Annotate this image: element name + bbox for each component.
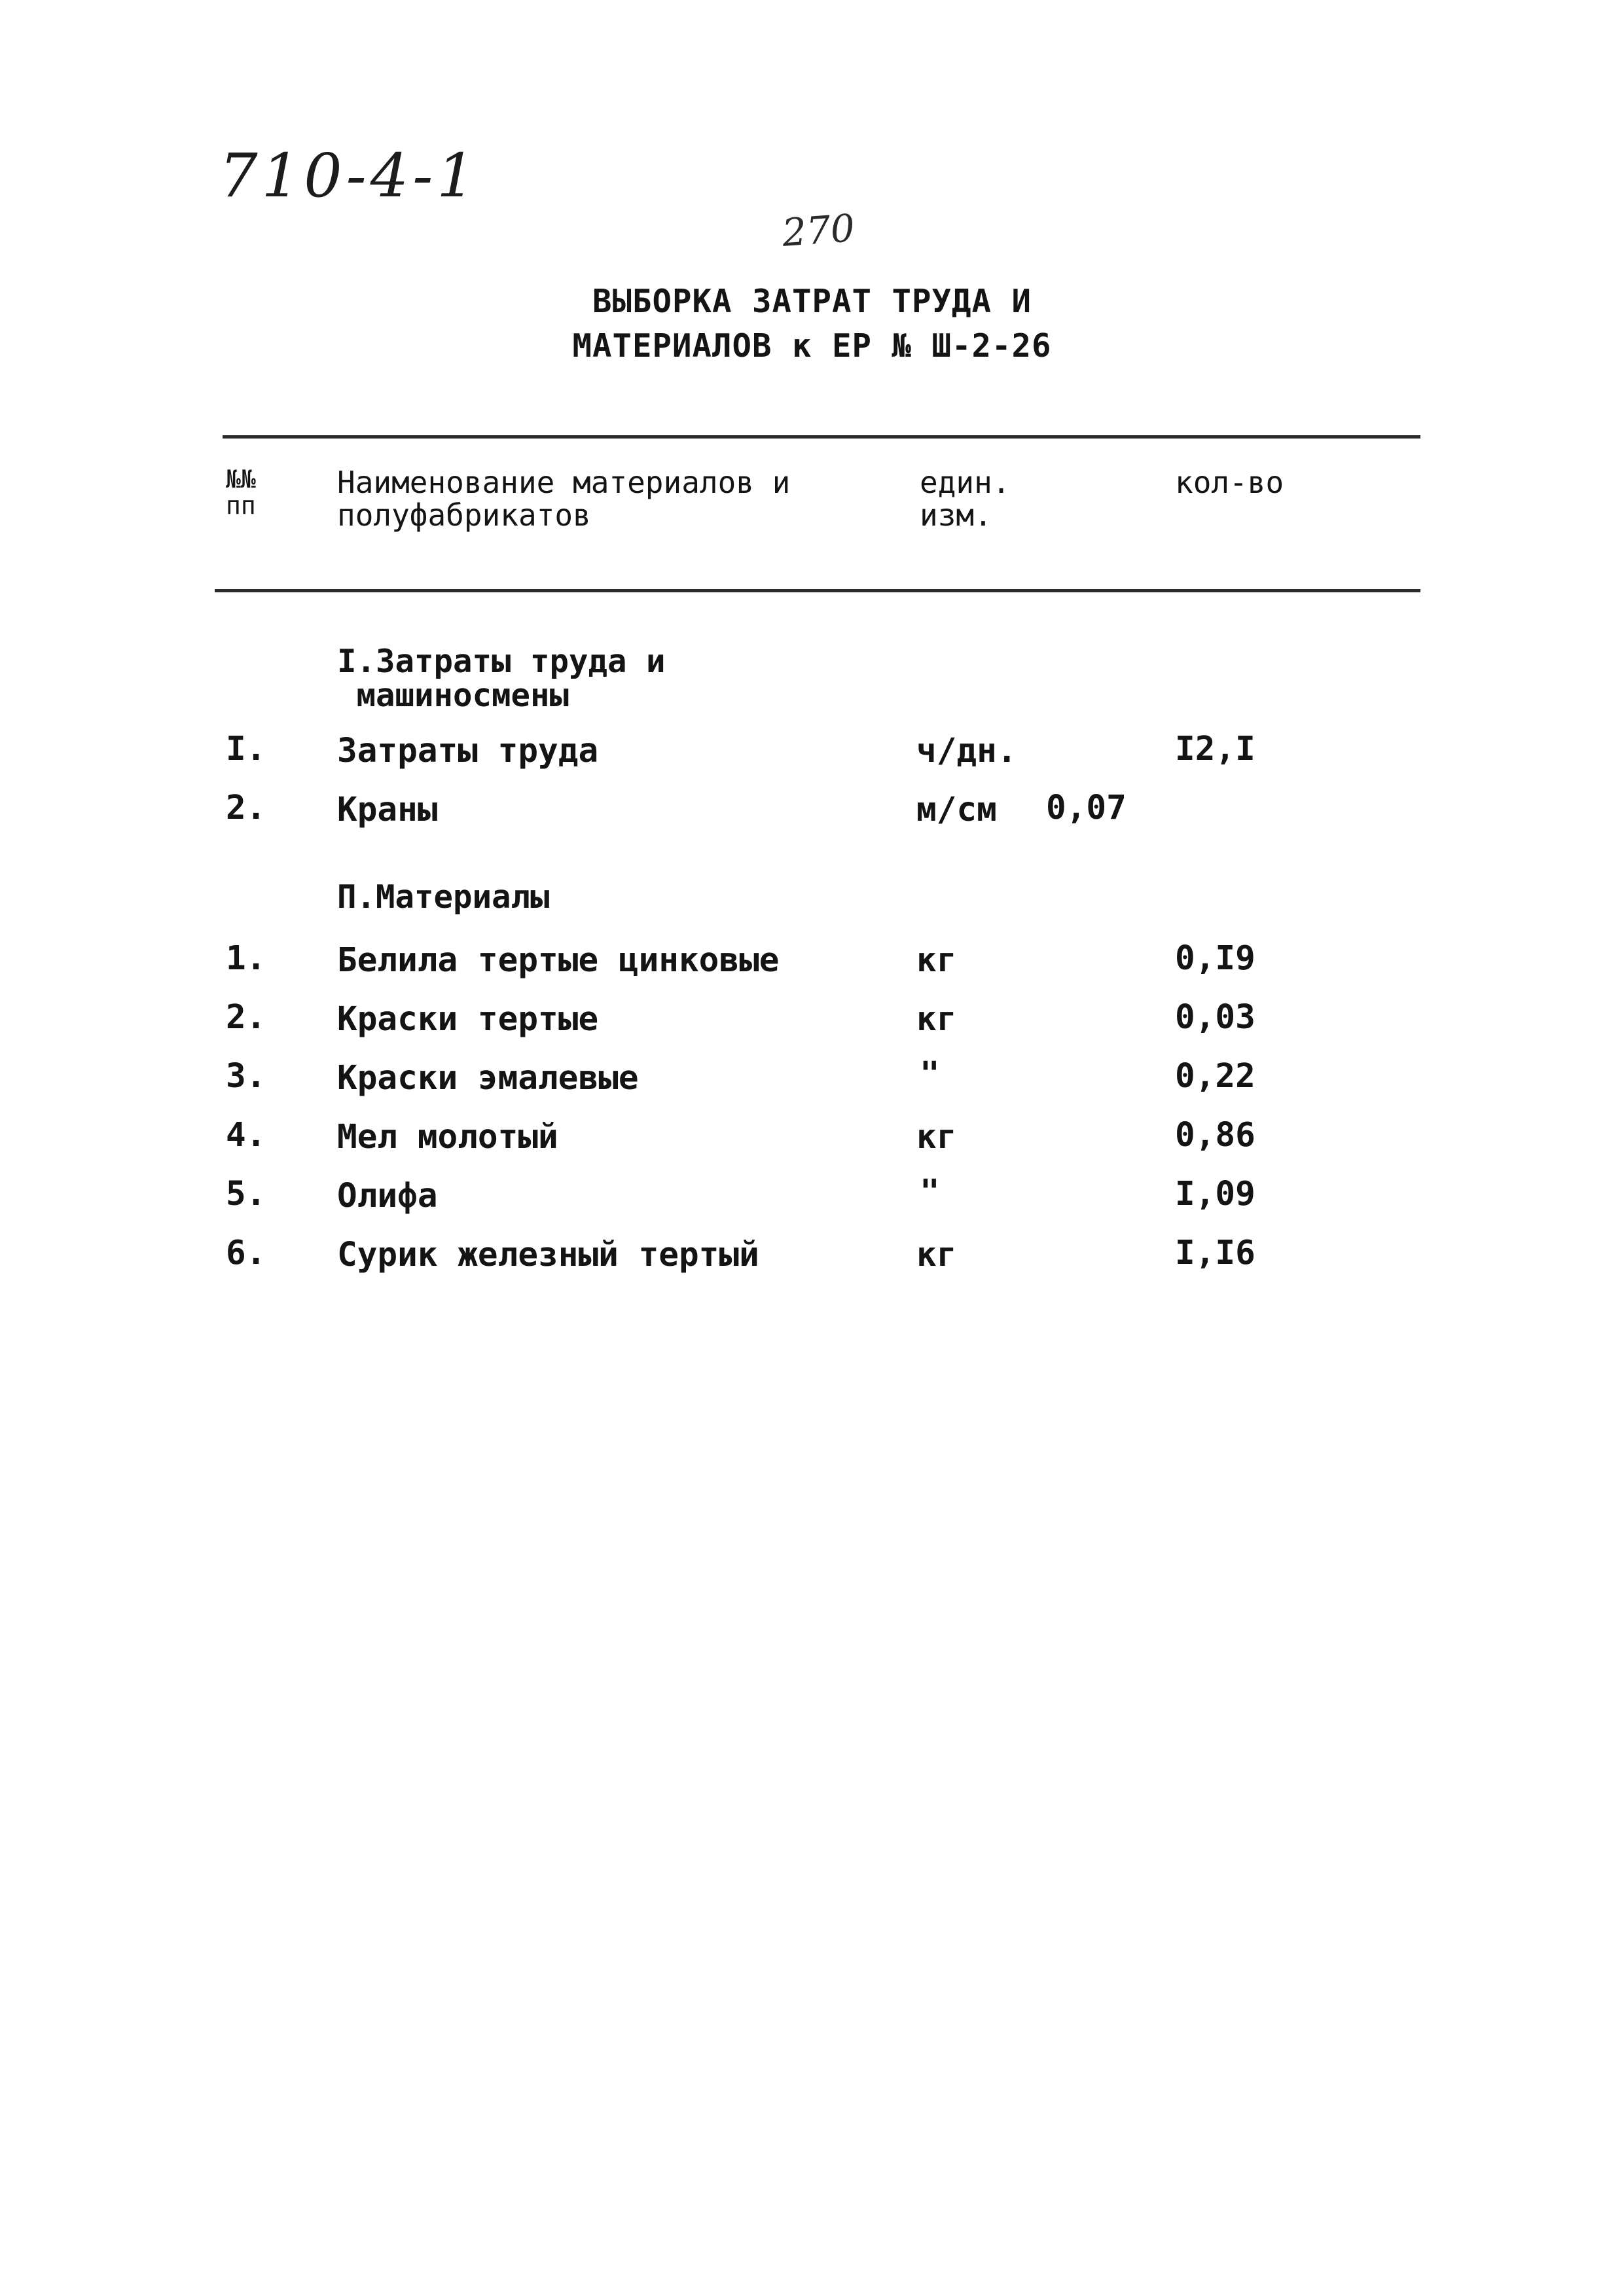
row-quantity: I,09 — [1175, 1175, 1255, 1213]
row-quantity: 0,22 — [1175, 1057, 1255, 1096]
row-unit: " — [920, 1055, 940, 1094]
row-quantity: 0,86 — [1175, 1116, 1255, 1155]
row-name: Краны — [337, 791, 438, 829]
row-unit: кг — [916, 1236, 957, 1274]
page-number: 270 — [780, 206, 856, 255]
row-unit: м/см — [916, 791, 997, 829]
row-number: 6. — [226, 1234, 266, 1272]
row-quantity: I,I6 — [1175, 1234, 1255, 1272]
row-number: 2. — [226, 789, 266, 827]
row-unit: " — [920, 1173, 940, 1211]
header-unit: един. изм. — [920, 465, 1011, 533]
row-number: 5. — [226, 1175, 266, 1213]
row-unit: ч/дн. — [916, 732, 1017, 770]
row-number: 3. — [226, 1057, 266, 1096]
row-quantity: 0,I9 — [1175, 939, 1255, 978]
row-quantity: 0,03 — [1175, 998, 1255, 1037]
table-top-rule — [223, 435, 1420, 439]
row-name: Краски тертые — [337, 1000, 599, 1039]
table-header-rule — [215, 589, 1420, 592]
row-quantity: 0,07 — [1046, 789, 1127, 827]
row-unit: кг — [916, 941, 957, 980]
row-name: Краски эмалевые — [337, 1059, 639, 1098]
section-heading-materials: П.Материалы — [337, 878, 550, 916]
row-name: Мел молотый — [337, 1118, 558, 1157]
header-name: Наименование материалов и полуфабрикатов — [337, 465, 791, 533]
row-unit: кг — [916, 1000, 957, 1039]
row-number: I. — [226, 730, 266, 768]
row-name: Сурик железный тертый — [337, 1236, 759, 1274]
row-name: Олифа — [337, 1177, 438, 1215]
row-quantity: I2,I — [1175, 730, 1255, 768]
header-number: №№ пп — [226, 465, 256, 520]
section-heading-labor: I.Затраты труда и машиносмены — [337, 643, 666, 714]
row-name: Белила тертые цинковые — [337, 941, 780, 980]
row-name: Затраты труда — [337, 732, 599, 770]
header-quantity: кол-во — [1175, 465, 1284, 500]
document-code: 710-4-1 — [219, 141, 479, 211]
row-unit: кг — [916, 1118, 957, 1157]
row-number: 2. — [226, 998, 266, 1037]
document-title-line-1: ВЫБОРКА ЗАТРАТ ТРУДА И — [592, 283, 1032, 320]
row-number: 1. — [226, 939, 266, 978]
row-number: 4. — [226, 1116, 266, 1155]
document-title-line-2: МАТЕРИАЛОВ к ЕР № Ш-2-26 — [572, 327, 1052, 365]
